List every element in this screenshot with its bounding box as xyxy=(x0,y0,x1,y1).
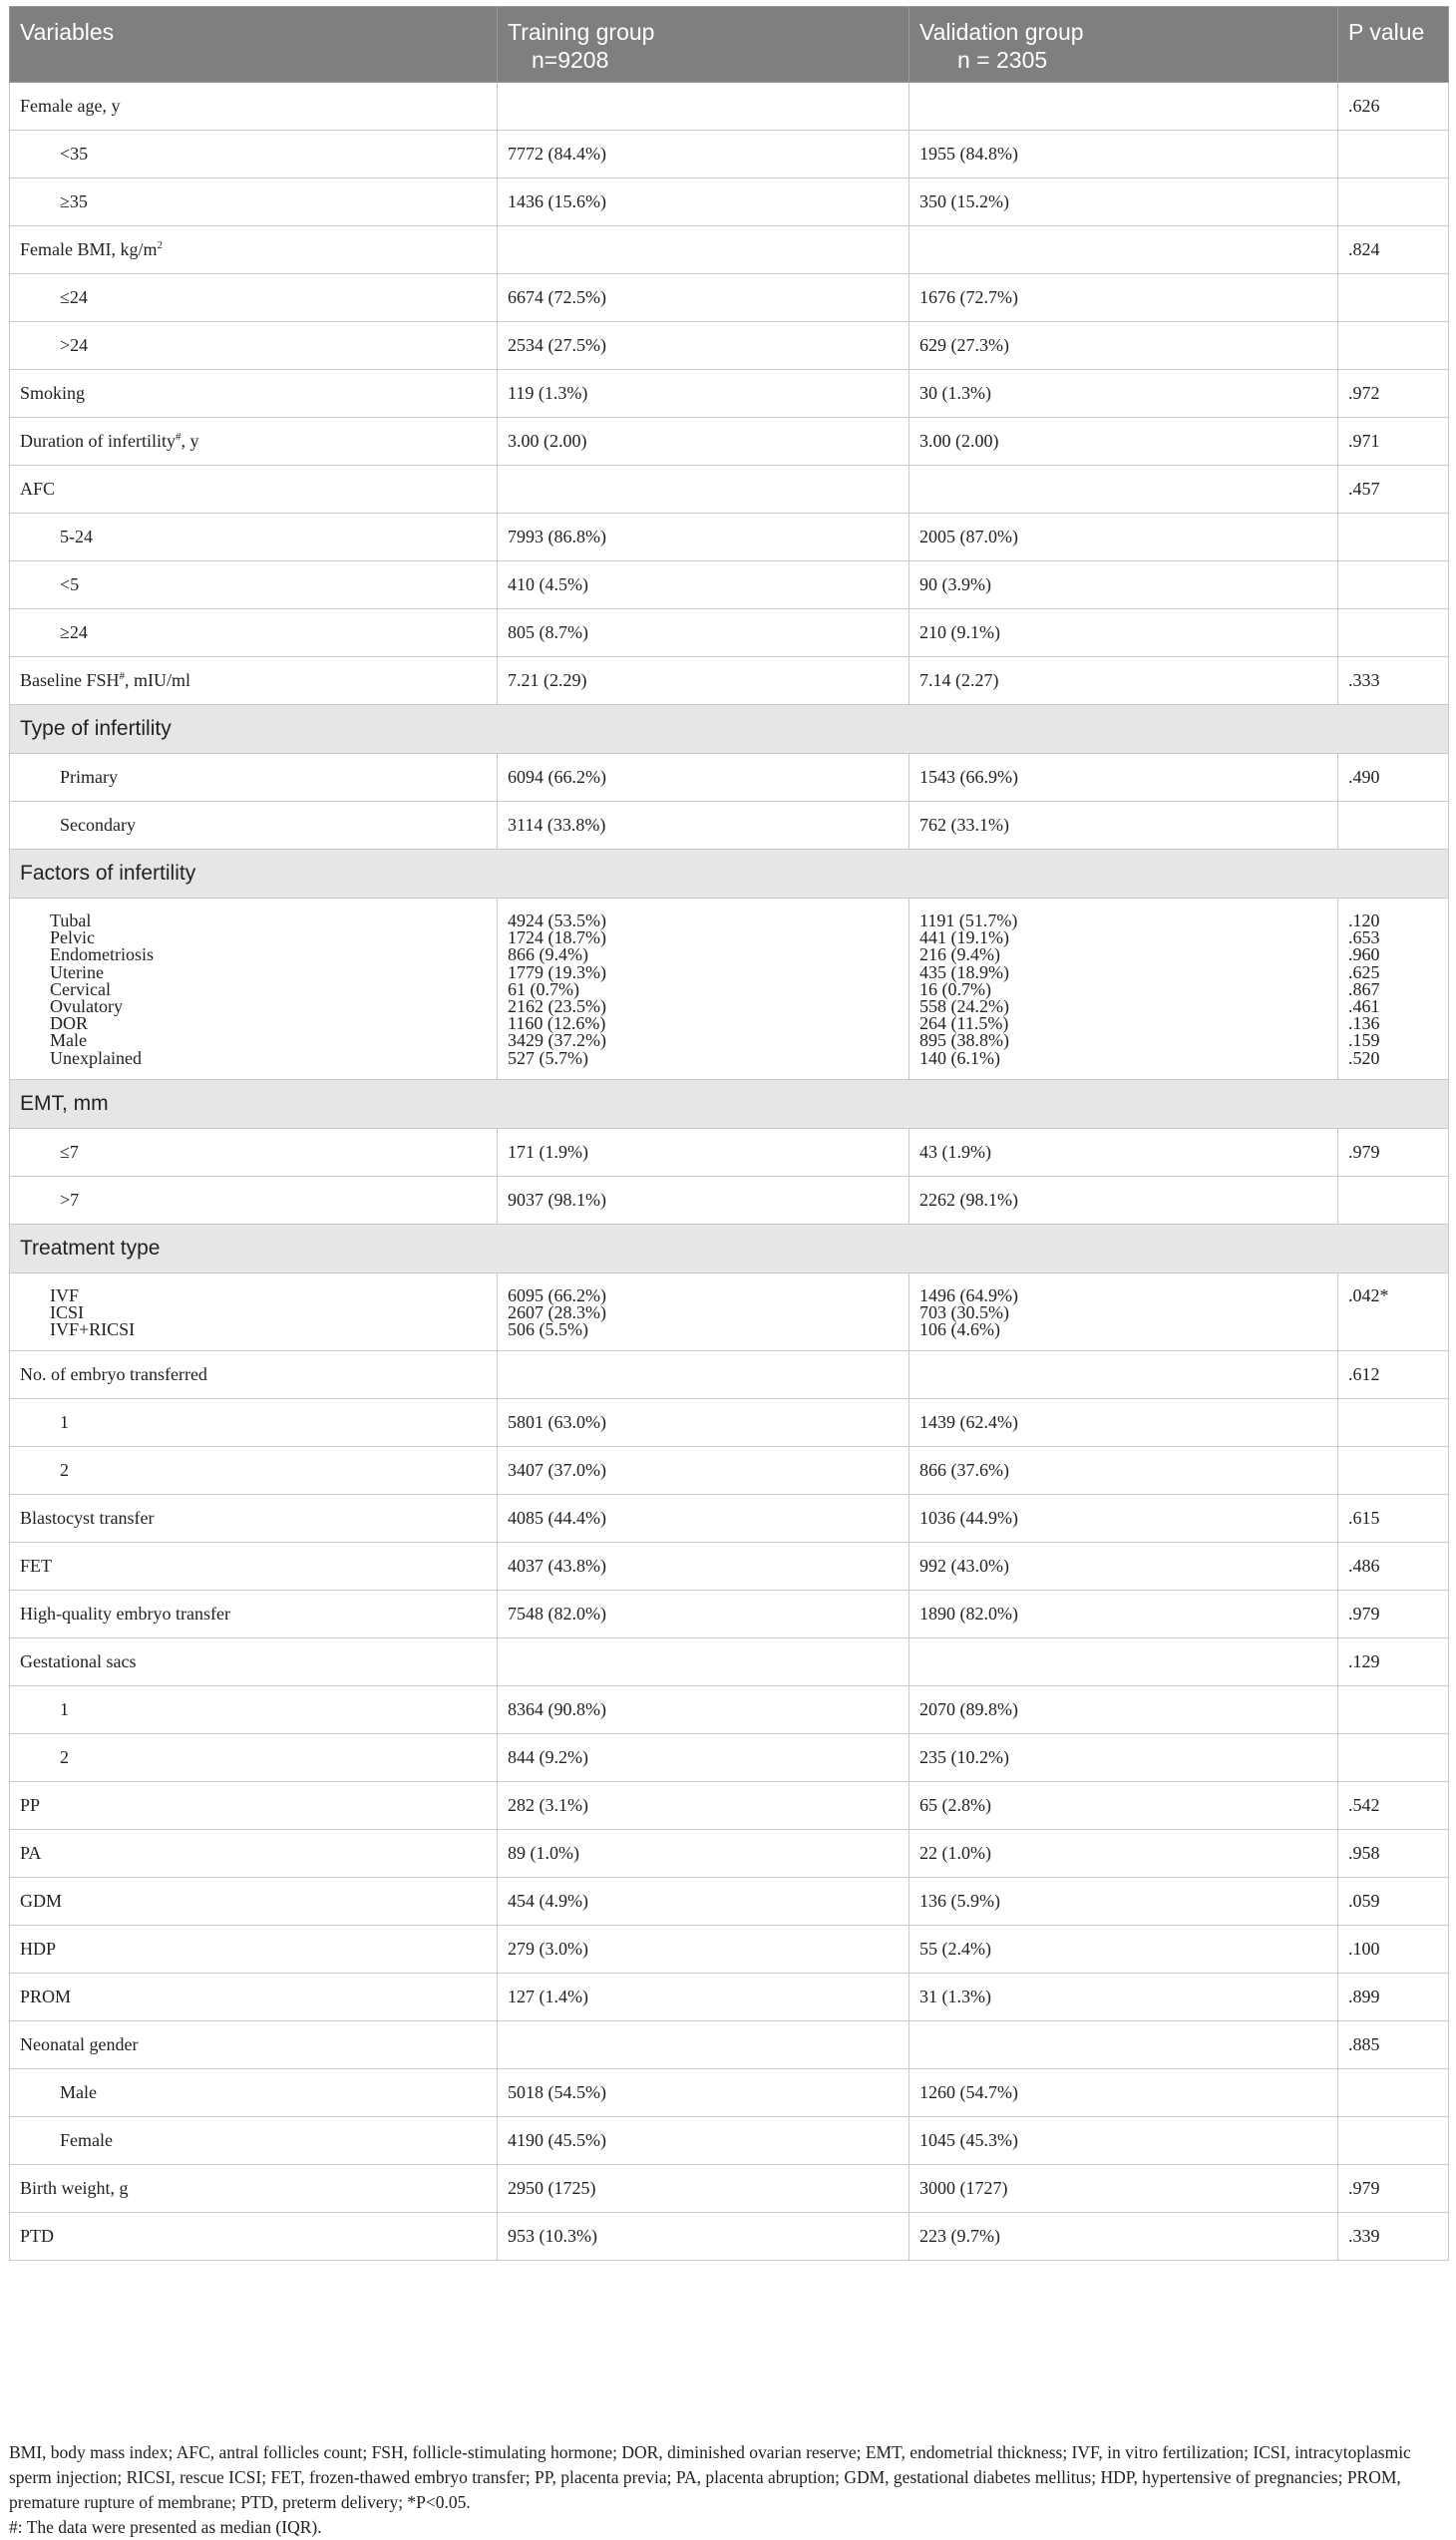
table-row xyxy=(10,274,1449,322)
cell-line: 2162 (23.5%) xyxy=(508,996,606,1017)
cell-line: 16 (0.7%) xyxy=(919,978,991,999)
variable-cell: HDP xyxy=(10,1926,498,1974)
variable-cell: ≥24 xyxy=(10,609,498,657)
cell-line xyxy=(1348,1304,1448,1321)
cell-line: Ovulatory xyxy=(50,996,123,1017)
table-row xyxy=(10,226,1449,274)
validation-cell: 1045 (45.3%) xyxy=(910,2117,1338,2165)
training-cell: 1436 (15.6%) xyxy=(498,179,910,226)
variable-cell: Gestational sacs xyxy=(10,1638,498,1686)
section-label: Treatment type xyxy=(10,1224,1449,1272)
p-value-cell xyxy=(1338,1734,1449,1782)
validation-cell: 31 (1.3%) xyxy=(910,1974,1338,2021)
cell-line: Unexplained xyxy=(50,1047,142,1068)
validation-cell: 762 (33.1%) xyxy=(910,802,1338,850)
p-value-cell xyxy=(1338,802,1449,850)
superscript: # xyxy=(119,670,126,682)
training-cell: 2534 (27.5%) xyxy=(498,322,910,370)
table-row xyxy=(10,83,1449,131)
variable-cell: Female xyxy=(10,2117,498,2165)
table-row xyxy=(10,1128,1449,1176)
validation-cell: 1439 (62.4%) xyxy=(910,1399,1338,1447)
p-value-cell: .339 xyxy=(1338,2213,1449,2261)
validation-cell xyxy=(910,226,1338,274)
cell-line: Male xyxy=(50,1030,87,1051)
cell-line: 441 (19.1%) xyxy=(919,927,1009,948)
validation-cell: 223 (9.7%) xyxy=(910,2213,1338,2261)
validation-cell: 1543 (66.9%) xyxy=(910,754,1338,802)
variable-cell: PA xyxy=(10,1830,498,1878)
p-value-cell: .972 xyxy=(1338,370,1449,418)
cell-line: 1724 (18.7%) xyxy=(508,927,606,948)
training-cell xyxy=(498,1351,910,1399)
variable-cell: Female age, y xyxy=(10,83,498,131)
cell-line: .120 xyxy=(1348,910,1380,930)
training-cell: 844 (9.2%) xyxy=(498,1734,910,1782)
validation-cell: 2005 (87.0%) xyxy=(910,514,1338,561)
cell-line: 4924 (53.5%) xyxy=(508,910,606,930)
p-value-cell: .129 xyxy=(1338,1638,1449,1686)
cell-line: IVF xyxy=(50,1284,80,1305)
table-body xyxy=(10,83,1449,2261)
section-row xyxy=(10,1079,1449,1128)
validation-cell xyxy=(910,1638,1338,1686)
table-row xyxy=(10,802,1449,850)
cell-line: 61 (0.7%) xyxy=(508,978,579,999)
training-cell: 7772 (84.4%) xyxy=(498,131,910,179)
cell-line: .653 xyxy=(1348,927,1380,948)
cell-line: Cervical xyxy=(50,978,111,999)
training-cell: 7993 (86.8%) xyxy=(498,514,910,561)
variable-cell: PP xyxy=(10,1782,498,1830)
table-row xyxy=(10,1399,1449,1447)
variable-cell: >7 xyxy=(10,1176,498,1224)
table-row xyxy=(10,561,1449,609)
p-value-cell: .542 xyxy=(1338,1782,1449,1830)
validation-cell: 65 (2.8%) xyxy=(910,1782,1338,1830)
table-row xyxy=(10,1447,1449,1495)
p-value-cell xyxy=(1338,274,1449,322)
table-row xyxy=(10,1830,1449,1878)
section-row xyxy=(10,850,1449,899)
p-value-cell: .824 xyxy=(1338,226,1449,274)
validation-cell: 55 (2.4%) xyxy=(910,1926,1338,1974)
cell-line: Tubal xyxy=(50,910,92,930)
validation-cell: 43 (1.9%) xyxy=(910,1128,1338,1176)
p-value-cell: .899 xyxy=(1338,1974,1449,2021)
variable-cell: ≥35 xyxy=(10,179,498,226)
variable-cell: 2 xyxy=(10,1447,498,1495)
cell-line: 6095 (66.2%) xyxy=(508,1284,606,1305)
table-row xyxy=(10,1974,1449,2021)
training-cell: 3114 (33.8%) xyxy=(498,802,910,850)
label-suffix: , mIU/ml xyxy=(125,670,191,690)
validation-cell: 992 (43.0%) xyxy=(910,1543,1338,1591)
table-footnotes xyxy=(9,2440,1448,2540)
cell-line: Uterine xyxy=(50,961,104,982)
p-value-cell xyxy=(1338,179,1449,226)
validation-cell: 2070 (89.8%) xyxy=(910,1686,1338,1734)
header-row xyxy=(10,7,1449,83)
training-cell: 7548 (82.0%) xyxy=(498,1591,910,1638)
variable-cell: AFC xyxy=(10,466,498,514)
table-row xyxy=(10,899,1449,1080)
baseline-characteristics-table xyxy=(9,6,1449,2261)
validation-cell xyxy=(910,899,1338,1080)
header-training-group: Training group n=9208 xyxy=(498,7,910,83)
table-row xyxy=(10,1638,1449,1686)
cell-line: 558 (24.2%) xyxy=(919,996,1009,1017)
validation-cell: 1955 (84.8%) xyxy=(910,131,1338,179)
table-row xyxy=(10,2069,1449,2117)
validation-cell: 1890 (82.0%) xyxy=(910,1591,1338,1638)
p-value-cell xyxy=(1338,899,1449,1080)
variable-cell: 1 xyxy=(10,1399,498,1447)
superscript: # xyxy=(175,431,182,443)
training-cell: 4085 (44.4%) xyxy=(498,1495,910,1543)
training-cell: 6094 (66.2%) xyxy=(498,754,910,802)
cell-line: 3429 (37.2%) xyxy=(508,1030,606,1051)
cell-line: 264 (11.5%) xyxy=(919,1013,1009,1034)
training-cell: 953 (10.3%) xyxy=(498,2213,910,2261)
p-value-cell xyxy=(1338,1272,1449,1351)
cell-line xyxy=(1348,1321,1448,1338)
p-value-cell: .486 xyxy=(1338,1543,1449,1591)
validation-cell xyxy=(910,83,1338,131)
training-cell: 89 (1.0%) xyxy=(498,1830,910,1878)
training-cell: 9037 (98.1%) xyxy=(498,1176,910,1224)
superscript: 2 xyxy=(157,239,163,251)
validation-cell: 629 (27.3%) xyxy=(910,322,1338,370)
cell-line: .960 xyxy=(1348,944,1380,965)
p-value-cell xyxy=(1338,322,1449,370)
variable-cell: FET xyxy=(10,1543,498,1591)
variable-cell: Male xyxy=(10,2069,498,2117)
validation-cell xyxy=(910,1272,1338,1351)
table-row xyxy=(10,418,1449,466)
cell-line: 1160 (12.6%) xyxy=(508,1013,606,1034)
cell-line: .867 xyxy=(1348,978,1380,999)
section-row xyxy=(10,1224,1449,1272)
variable-cell: Primary xyxy=(10,754,498,802)
variable-cell: 2 xyxy=(10,1734,498,1782)
table-row xyxy=(10,1734,1449,1782)
variable-cell: ≤7 xyxy=(10,1128,498,1176)
validation-cell: 3000 (1727) xyxy=(910,2165,1338,2213)
cell-line: 527 (5.7%) xyxy=(508,1047,588,1068)
cell-line: 866 (9.4%) xyxy=(508,944,588,965)
table-row xyxy=(10,1176,1449,1224)
training-cell xyxy=(498,226,910,274)
variable-cell: PROM xyxy=(10,1974,498,2021)
p-value-cell xyxy=(1338,514,1449,561)
cell-line: IVF+RICSI xyxy=(50,1319,136,1340)
training-cell xyxy=(498,2021,910,2069)
section-label: Factors of infertility xyxy=(10,850,1449,899)
variable-cell: High-quality embryo transfer xyxy=(10,1591,498,1638)
validation-cell: 235 (10.2%) xyxy=(910,1734,1338,1782)
validation-cell: 1676 (72.7%) xyxy=(910,274,1338,322)
p-value-cell xyxy=(1338,1399,1449,1447)
p-value-cell xyxy=(1338,131,1449,179)
variable-cell: No. of embryo transferred xyxy=(10,1351,498,1399)
training-cell: 171 (1.9%) xyxy=(498,1128,910,1176)
table-row xyxy=(10,609,1449,657)
cell-line: 1779 (19.3%) xyxy=(508,961,606,982)
variable-cell: Baseline FSH#, mIU/ml xyxy=(10,657,498,705)
table-row xyxy=(10,1543,1449,1591)
cell-line: Endometriosis xyxy=(50,944,154,965)
variable-cell: Neonatal gender xyxy=(10,2021,498,2069)
cell-line: .136 xyxy=(1348,1013,1380,1034)
table-row xyxy=(10,131,1449,179)
training-cell: 5801 (63.0%) xyxy=(498,1399,910,1447)
training-cell: 3407 (37.0%) xyxy=(498,1447,910,1495)
table-row xyxy=(10,2165,1449,2213)
validation-cell xyxy=(910,2021,1338,2069)
table-row xyxy=(10,1591,1449,1638)
cell-line: 506 (5.5%) xyxy=(508,1319,588,1340)
training-cell xyxy=(498,899,910,1080)
training-cell: 2950 (1725) xyxy=(498,2165,910,2213)
training-cell: 282 (3.1%) xyxy=(498,1782,910,1830)
cell-line: 140 (6.1%) xyxy=(919,1047,1000,1068)
variable-cell xyxy=(10,899,498,1080)
variable-cell: <35 xyxy=(10,131,498,179)
p-value-cell: .626 xyxy=(1338,83,1449,131)
cell-line: .461 xyxy=(1348,996,1380,1017)
cell-line: 1496 (64.9%) xyxy=(919,1284,1018,1305)
cell-line: 895 (38.8%) xyxy=(919,1030,1009,1051)
table-row xyxy=(10,657,1449,705)
training-cell: 454 (4.9%) xyxy=(498,1878,910,1926)
table-row xyxy=(10,1272,1449,1351)
validation-cell: 30 (1.3%) xyxy=(910,370,1338,418)
variable-cell: Birth weight, g xyxy=(10,2165,498,2213)
training-cell: 5018 (54.5%) xyxy=(498,2069,910,2117)
variable-cell: >24 xyxy=(10,322,498,370)
cell-line: 1191 (51.7%) xyxy=(919,910,1018,930)
validation-cell: 1036 (44.9%) xyxy=(910,1495,1338,1543)
variable-cell: Secondary xyxy=(10,802,498,850)
label-suffix: , y xyxy=(181,431,199,451)
cell-line: ICSI xyxy=(50,1302,85,1323)
section-row xyxy=(10,705,1449,754)
validation-cell: 210 (9.1%) xyxy=(910,609,1338,657)
variable-cell: PTD xyxy=(10,2213,498,2261)
table-row xyxy=(10,754,1449,802)
table-row xyxy=(10,1878,1449,1926)
p-value-cell xyxy=(1338,561,1449,609)
p-value-cell: .958 xyxy=(1338,1830,1449,1878)
cell-line: .625 xyxy=(1348,961,1380,982)
validation-cell: 2262 (98.1%) xyxy=(910,1176,1338,1224)
table-row xyxy=(10,322,1449,370)
cell-line: 106 (4.6%) xyxy=(919,1319,1000,1340)
p-value-cell: .979 xyxy=(1338,2165,1449,2213)
variable-cell: 1 xyxy=(10,1686,498,1734)
p-value-cell: .059 xyxy=(1338,1878,1449,1926)
p-value-cell xyxy=(1338,1176,1449,1224)
table-row xyxy=(10,2021,1449,2069)
table-row xyxy=(10,179,1449,226)
table-row xyxy=(10,370,1449,418)
p-value-cell: .457 xyxy=(1338,466,1449,514)
header-p-value: P value xyxy=(1338,7,1449,83)
variable-cell: GDM xyxy=(10,1878,498,1926)
training-cell: 6674 (72.5%) xyxy=(498,274,910,322)
cell-line: .520 xyxy=(1348,1047,1380,1068)
validation-cell: 7.14 (2.27) xyxy=(910,657,1338,705)
p-value-cell: .100 xyxy=(1338,1926,1449,1974)
p-value-cell xyxy=(1338,2069,1449,2117)
variable-cell: 5-24 xyxy=(10,514,498,561)
cell-line: 703 (30.5%) xyxy=(919,1302,1009,1323)
p-value-cell: .979 xyxy=(1338,1591,1449,1638)
validation-cell: 1260 (54.7%) xyxy=(910,2069,1338,2117)
validation-cell: 3.00 (2.00) xyxy=(910,418,1338,466)
training-cell: 119 (1.3%) xyxy=(498,370,910,418)
validation-cell xyxy=(910,466,1338,514)
table-row xyxy=(10,1926,1449,1974)
p-value-cell xyxy=(1338,1447,1449,1495)
variable-cell: ≤24 xyxy=(10,274,498,322)
p-value-cell: .885 xyxy=(1338,2021,1449,2069)
p-value-cell xyxy=(1338,2117,1449,2165)
p-value-cell: .615 xyxy=(1338,1495,1449,1543)
p-value-cell: .333 xyxy=(1338,657,1449,705)
p-value-cell: .971 xyxy=(1338,418,1449,466)
training-cell: 3.00 (2.00) xyxy=(498,418,910,466)
training-cell: 279 (3.0%) xyxy=(498,1926,910,1974)
table-row xyxy=(10,514,1449,561)
variable-cell: <5 xyxy=(10,561,498,609)
p-value-cell: .979 xyxy=(1338,1128,1449,1176)
validation-cell xyxy=(910,1351,1338,1399)
section-label: Type of infertility xyxy=(10,705,1449,754)
table-row xyxy=(10,2213,1449,2261)
table-row xyxy=(10,1495,1449,1543)
cell-line: 2607 (28.3%) xyxy=(508,1302,606,1323)
abbreviations-note: BMI, body mass index; AFC, antral follicles count; FSH, follicle-stimulating hormone; DOR, diminished ovarian reserve; EMT, endometrial thickness; IVF, in vitro fertilization; ICSI, intracytoplasmic sperm injection; RICSI, rescue ICSI; FET, frozen-thawed embryo transfer; PP, placenta previa; PA, placenta abruption; GDM, gestational diabetes mellitus; HDP, hypertensive of pregnancies; PROM, premature rupture of membrane; PTD, preterm delivery; *P<0.05. xyxy=(9,2442,1411,2512)
training-cell xyxy=(498,83,910,131)
cell-line: 216 (9.4%) xyxy=(919,944,1000,965)
training-cell: 7.21 (2.29) xyxy=(498,657,910,705)
variable-cell: Blastocyst transfer xyxy=(10,1495,498,1543)
training-cell: 4190 (45.5%) xyxy=(498,2117,910,2165)
table-row xyxy=(10,1686,1449,1734)
validation-cell: 866 (37.6%) xyxy=(910,1447,1338,1495)
variable-cell: Female BMI, $kg/m^2$ xyxy=(10,226,498,274)
table-row xyxy=(10,466,1449,514)
validation-cell: 90 (3.9%) xyxy=(910,561,1338,609)
table-row xyxy=(10,1782,1449,1830)
cell-line: DOR xyxy=(50,1013,89,1034)
cell-line: 435 (18.9%) xyxy=(919,961,1009,982)
training-cell xyxy=(498,1272,910,1351)
median-note: #: The data were presented as median (IQR). xyxy=(9,2517,322,2537)
table-row xyxy=(10,1351,1449,1399)
training-cell: 4037 (43.8%) xyxy=(498,1543,910,1591)
cell-line: Pelvic xyxy=(50,927,95,948)
validation-cell: 136 (5.9%) xyxy=(910,1878,1338,1926)
p-value-cell: .612 xyxy=(1338,1351,1449,1399)
header-variables: Variables xyxy=(10,7,498,83)
training-cell: 410 (4.5%) xyxy=(498,561,910,609)
variable-cell xyxy=(10,1272,498,1351)
cell-line: .159 xyxy=(1348,1030,1380,1051)
p-value-cell: .490 xyxy=(1338,754,1449,802)
section-label: EMT, mm xyxy=(10,1079,1449,1128)
variable-cell: Smoking xyxy=(10,370,498,418)
validation-cell: 350 (15.2%) xyxy=(910,179,1338,226)
p-value-cell xyxy=(1338,609,1449,657)
header-validation-group: Validation group n = 2305 xyxy=(910,7,1338,83)
training-cell: 127 (1.4%) xyxy=(498,1974,910,2021)
training-cell xyxy=(498,466,910,514)
training-cell: 805 (8.7%) xyxy=(498,609,910,657)
p-value-cell xyxy=(1338,1686,1449,1734)
training-cell xyxy=(498,1638,910,1686)
variable-cell: Duration of infertility#, y xyxy=(10,418,498,466)
cell-line: .042* xyxy=(1348,1284,1389,1305)
validation-cell: 22 (1.0%) xyxy=(910,1830,1338,1878)
training-cell: 8364 (90.8%) xyxy=(498,1686,910,1734)
table-row xyxy=(10,2117,1449,2165)
